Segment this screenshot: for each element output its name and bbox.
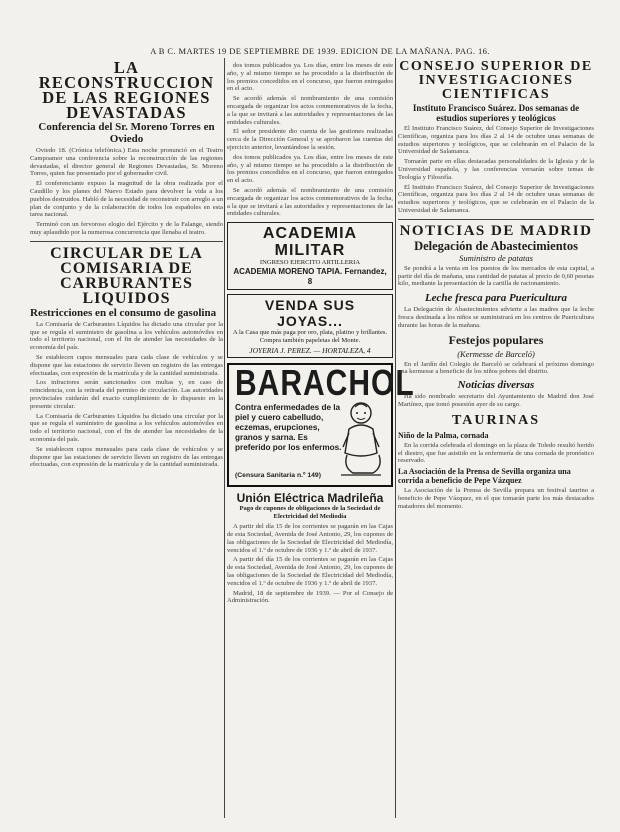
article-body: Se acordó además el nombramiento de una comisión encargada de organizar los actos conmemorativos de la fecha, a la que se invitará a las autoridades y representaciones de las entidades culturales. [227,186,393,218]
article-body: Terminó con un fervoroso elogio del Ejército y de la Falange, siendo muy aplaudido por la numerosa concurrencia que llenaba el teatro. [30,221,223,236]
ad-union-body: A partir del día 15 de los corrientes se pagarán en las Cajas de esta Sociedad, Avenida de José Antonio, 29, los cupones de las obligaciones de la Sociedad de Electricidad del Mediodía, vencidos el 1.º de octubre de 1936 y 1.º de abril de 1937. [227,523,393,554]
ad-academia-title: ACADEMIA MILITAR [262,225,358,260]
ad-union-electrica-title: Unión Eléctrica Madrileña [236,491,384,506]
article-body: Se pondrá a la venta en los puestos de los mercados de esta capital, a partir del día de mañana, una cantidad de patatas al precio de 0,60 pesetas kilo, mediante la presentación de la cartilla de racionamiento. [398,264,594,288]
article-body: Se establecen cupos mensuales para cada clase de vehículos y se dispone que las estaciones de servicio lleven un registro de las entregas efectuadas, con expresión de la matrícula y de la cantidad suministrada. [30,445,223,469]
subhead-asociacion-prensa: La Asociación de la Prensa de Sevilla organiza una corrida a beneficio de Pepe Vázquez [398,467,571,486]
article-body: El señor presidente dio cuenta de las gestiones realizadas cerca de la Dirección General y se aprobaron las cuentas del ejercicio anterior, levantándose la sesión. [227,128,393,151]
ad-academia-line: INGRESO EJERCITO ARTILLERIA [259,259,361,267]
subhead-patatas: Suministro de patatas [459,252,533,263]
article-body: Se establecen cupos mensuales para cada clase de vehículos y se dispone que las estaciones de servicio lleven un registro de las entregas efectuadas, con expresión de la matrícula y de la cantidad suministrada. [30,353,223,377]
barachol-text: Contra enfermedades de la piel y cuero cabelludo, eczemas, erupciones, granos y sarna. Es preferido por los enfermos. [235,403,342,453]
column-right [398,60,594,820]
article-body: dos tomos publicados ya. Los días, entre los meses de este año, y al mismo tiempo se ha procedido a la distribución de los premios concedidos en el concurso, que fueron entregados en el acto. [227,153,393,185]
article-body: Los infractores serán sancionados con multas y, en caso de reincidencia, con la retirada del permiso de circulación. Las autoridades provinciales cuidarán del exacto cumplimiento de lo dispuesto en la presente circular. [30,379,223,410]
headline-consejo: CONSEJO SUPERIOR DE INVESTIGACIONES CIENTIFICAS [399,59,593,102]
subhead-noticias-diversas: Noticias diversas [457,379,535,392]
subhead-leche: Leche fresca para Puericultura [424,292,568,305]
ad-venda-line: A la Casa que más paga por oro, plata, platino y brillantes. Compra también papeletas del Monte. [232,329,388,345]
column-middle [227,60,415,820]
headline-reconstruccion: LA RECONSTRUCCION DE LAS REGIONES DEVASTADAS [38,58,215,122]
ad-union-sub: Pago de cupones de obligaciones de la Sociedad de Electricidad del Mediodía [239,505,381,521]
barachol-brand: BARACHOL [235,363,415,404]
subhead-cornada: Niño de la Palma, cornada [398,430,489,440]
headline-noticias-madrid: NOTICIAS DE MADRID [399,222,593,239]
article-intro: Oviedo 18. (Crónica telefónica.) Esta noche pronunció en el Teatro Campoamor una conferencia sobre la reconstrucción de las regiones devastadas, el director general de Regiones Devastadas, Sr. Moreno Torres, quien fue presentado por el gobernador civil. [30,147,223,178]
subhead-kermesse: (Kermesse de Barceló) [457,348,535,359]
article-body: La Comisaría de Carburantes Líquidos ha dictado una circular por la que se regula el suministro de gasolina a los vehículos automóviles en todo el territorio nacional, con el fin de atender las necesidades de la economía del país. [30,320,223,352]
ad-venda-title: VENDA SUS JOYAS... [264,297,356,330]
subhead-abastecimientos: Delegación de Abastecimientos [414,238,578,253]
divider [398,219,594,220]
headline-circular: CIRCULAR DE LA COMISARIA DE CARBURANTES LIQUIDOS [50,244,203,307]
ad-union-body: A partir del día 15 de los corrientes se pagarán en las Cajas de esta Sociedad, Avenida de José Antonio, 29, los cupones de las obligaciones de la Sociedad de Electricidad del Mediodía, vencidos el 1.º de octubre de 1936 y 1.º de abril de 1937. [227,556,393,587]
barachol-censor: (Censura Sanitaria n.º 149) [235,472,321,480]
article-body: La Comisaría de Carburantes Líquidos ha dictado una circular por la que se regula el suministro de gasolina a los vehículos automóviles en todo el territorio nacional, con el fin de atender las necesidades de la economía del país. [30,412,223,443]
article-body: Se acordó además el nombramiento de una comisión encargada de organizar los actos conmemorativos de la fecha, a la que se invitará a las autoridades y representaciones de las entidades culturales. [227,95,393,126]
article-body: El Instituto Francisco Suárez, del Consejo Superior de Investigaciones Científicas, organiza para los días 2 al 14 de octubre unas semanas de estudios superiores y teológicos, que se celebrarán en el Palacio de la Universidad de Salamanca. [398,125,594,156]
ad-academia-militar [227,222,393,290]
ad-academia-name: ACADEMIA MORENO TAPIA. Fernandez, 8 [233,267,387,287]
article-body: Tomarán parte en ellas destacadas personalidades de la Iglesia y de la Universidad española, y las conferencias versarán sobre temas de Teología y Filosofía. [398,158,594,181]
article-body: El Instituto Francisco Suárez, del Consejo Superior de Investigaciones Científicas, organiza para los días 2 al 14 de octubre unas semanas de estudios superiores y teológicos, que se celebrarán en el Palacio de la Universidad de Salamanca. [398,183,594,214]
subhead-conferencia: Conferencia del Sr. Moreno Torres en Oviedo [38,121,215,145]
subhead-restricciones: Restricciones en el consumo de gasolina [30,306,217,319]
ad-union-footer: Madrid, 18 de septiembre de 1939. — Por el Consejo de Administración. [227,589,393,605]
article-body: Ha sido nombrado secretario del Ayuntamiento de Madrid don José Martínez, que tomó posesión ayer de su cargo. [398,393,594,408]
ad-venda-joyas [227,294,393,358]
subhead-instituto: Instituto Francisco Suárez. Dos semanas de estudios superiores y teológicos [412,103,580,123]
masthead: A B C. MARTES 19 DE SEPTIEMBRE DE 1939. EDICION DE LA MAÑANA. PAG. 16. [150,46,490,56]
article-body: El conferenciante expuso la magnitud de la obra realizada por el Caudillo y los planes del Nuevo Estado para devolver la vida a los pueblos destruidos. Habló de la necesidad de reconstruir con arreglo a un plan de conjunto y de la colaboración de todos los españoles en esta tarea nacional. [30,180,223,219]
column-rule-left [224,58,225,818]
ad-barachol [227,363,415,487]
article-body: En el Jardín del Colegio de Barceló se celebrará el próximo domingo una kermesse a beneficio de los niños pobres del distrito. [398,360,594,376]
article-body: La Asociación de la Prensa de Sevilla prepara un festival taurino a beneficio de Pepe Vázquez, en el que tomarán parte los más destacados matadores del momento. [398,487,594,510]
article-body: En la corrida celebrada el domingo en la plaza de Toledo resultó herido el diestro, que fue asistido en la enfermería de una cornada de pronóstico reservado. [398,441,594,465]
subhead-festejos: Festejos populares [448,332,544,347]
baby-illustration-icon [337,399,385,479]
ad-venda-jeweler: JOYERIA J. PEREZ. — HORTALEZA, 4 [249,346,371,356]
article-body: La Delegación de Abastecimientos advierte a las madres que la leche fresca destinada a los niños se suministrará en los centros de Puericultura durante las horas de la mañana. [398,306,594,329]
article-body: dos tomos publicados ya. Los días, entre los meses de este año, y al mismo tiempo se ha procedido a la distribución de los premios concedidos en el concurso, que fueron entregados en el acto. [227,62,393,93]
column-rule-right [395,58,396,818]
headline-taurinas: TAURINAS [451,412,541,428]
column-left [30,60,223,820]
divider [30,241,223,242]
